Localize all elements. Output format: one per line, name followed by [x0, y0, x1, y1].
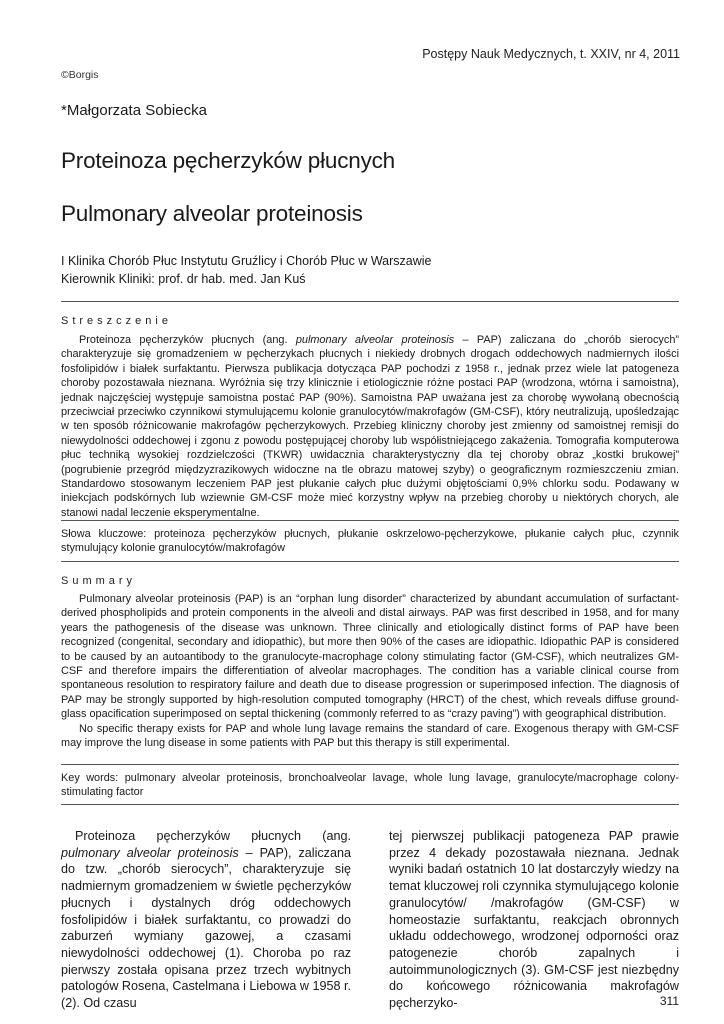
summary-paragraph-1: Pulmonary alveolar proteinosis (PAP) is an “orphan lung disorder” characterized by abundant accumulation of surfactant-derived phospholipids and protein components in the alveoli and distal airways. PAP was first described in 1958, and for many years the pathogenesis of the disease was unknown. Three clinically and etiologically distinct forms of PAP have been recognized (congenital, secondary and idiopathic), but more then 90% of the cases are idiopathic. Idiopathic PAP is considered to be caused by an autoantibody to the granulocyte-macrophage colony stimulating factor (GM-CSF), which neutralizes GM-CSF and therefore impairs the differentiation of alveolar macrophages. The condition has a variable clinical course from spontaneous resolution to respiratory failure and death due to disease progression or superimposed infection. The diagnosis of PAP may be strongly supported by high-resolution computed tomography (HRCT) of the chest, which reveals diffuse ground-glass opacification superimposed on septal thickening (commonly referred to as “crazy paving”) with geographical distribution. [61, 593, 679, 721]
divider [61, 301, 679, 302]
body-right-paragraph: tej pierwszej publikacji patogeneza PAP prawie przez 4 dekady pozostawała nieznana. Jednak wyniki badań ostatnich 10 lat dostarczyły wiedzy na temat kluczowej roli czynnika stymulującego kolonie granulocytów/ /makrofagów (GM-CSF) w homeostazie surfaktantu, reakcjach obronnych układu oddechowego, wrodzonej odporności oraz patogenezie chorób zapalnych i autoimmunologicznych (3). GM-CSF jest niezbędny do końcowego różnicowania makrofagów pęcherzyko- [389, 829, 679, 1011]
affiliation [61, 252, 432, 288]
divider [61, 520, 679, 521]
body-text-part: – PAP), zaliczana do tzw. „chorób sierocych”, charakteryzuje się nadmiernym gromadzeniem w świetle pęcherzyków płucnych i dystalnych dróg oddechowych fosfolipidów i białek surfaktantu, co prowadzi do zaburzeń wymiany gazowej, a czasami niewydolności oddechowej (1). Choroba po raz pierwszy została opisana przez trzech wybitnych patologów Rosena, Castelmana i Liebowa w 1958 r. (2). Od czasu [61, 845, 351, 1011]
title-english: Pulmonary alveolar proteinosis [61, 201, 363, 226]
author-name: *Małgorzata Sobiecka [61, 102, 207, 119]
slowa-kluczowe: Słowa kluczowe: proteinoza pęcherzyków płucnych, płukanie oskrzelowo-pęcherzykowe, płukanie całych płuc, czynnik stymulujący kolonie granulocytów/makrofagów [61, 528, 679, 555]
affiliation-institution: I Klinika Chorób Płuc Instytutu Gruźlicy i Chorób Płuc w Warszawie [61, 254, 432, 268]
journal-citation: Postępy Nauk Medycznych, t. XXIV, nr 4, 2011 [422, 47, 680, 61]
body-italic-term: pulmonary alveolar proteinosis [61, 845, 239, 860]
affiliation-head: Kierownik Kliniki: prof. dr hab. med. Jan Kuś [61, 272, 306, 286]
streszczenie-part: – PAP) zaliczana do „chorób sierocych” charakteryzuje się gromadzeniem w pęcherzykach płucnych i niekiedy drobnych drogach oddechowych nadmiernych ilości fosfolipidów i białek surfaktantu. Pierwsza publikacja dotycząca PAP pochodzi z 1958 r., jednak przez wiele lat patogeneza choroby pozostawała nieznana. Wyróżnia się trzy klinicznie i etiologicznie różne postaci PAP (wrodzona, wtórna i samoistna), jednak najczęściej występuje samoistna postać PAP (90%). Samoistna PAP uważana jest za chorobę wywołaną obecnością przeciwciał przeciwko czynnikowi stymulującemu kolonie granulocytów/makrofagów (GM-CSF), który neutralizują, upośledzając w ten sposób różnicowanie makrofagów pęcherzykowych. Przebieg kliniczny choroby jest zmienny od samoistnej remisji do niewydolności oddechowej i zgonu z powodu postępującej choroby lub współistniejącego zakażenia. Tomografia komputerowa płuc techniką wysokiej rozdzielczości (TKWR) uwidacznia charakterystyczny dla tej choroby obraz „kostki brukowej” (pogrubienie przegród międzyzrazikowych widoczne na tle obrazu matowej szyby) o geograficznym rozmieszczeniu zmian. Standardowo stosowanym leczeniem PAP jest płukanie całych płuc dużymi objętościami 0,9% chlorku sodu. Podawany w iniekcjach podskórnych lub wziewnie GM-CSF może mieć korzystny wpływ na przebieg choroby u niektórych chorych, ale stanowi nadal leczenie eksperymentalne. [61, 334, 679, 519]
divider [61, 804, 679, 805]
summary-heading: Summary [61, 575, 137, 587]
summary-paragraph-2: No specific therapy exists for PAP and whole lung lavage remains the standard of care. Exogenous therapy with GM-CSF may improve the lung disease in some patients with PAP but this therapy is still experimental. [61, 722, 679, 750]
divider [61, 764, 679, 765]
streszczenie-heading: Streszczenie [61, 315, 172, 327]
body-text-part: Proteinoza pęcherzyków płucnych (ang. [75, 829, 351, 843]
title-polish: Proteinoza pęcherzyków płucnych [61, 148, 395, 173]
summary-text [61, 592, 679, 750]
body-column-left [61, 828, 351, 1012]
body-column-right [389, 828, 679, 1012]
streszczenie-part: Proteinoza pęcherzyków płucnych (ang. [79, 334, 296, 346]
streszczenie-italic-term: pulmonary alveolar proteinosis [295, 334, 455, 346]
divider [61, 561, 679, 562]
streszczenie-text [61, 333, 679, 520]
copyright-notice: ©Borgis [61, 69, 99, 81]
page-number: 311 [659, 994, 679, 1008]
key-words: Key words: pulmonary alveolar proteinosis, bronchoalveolar lavage, whole lung lavage, granulocyte/macrophage colony-stimulating factor [61, 772, 679, 799]
